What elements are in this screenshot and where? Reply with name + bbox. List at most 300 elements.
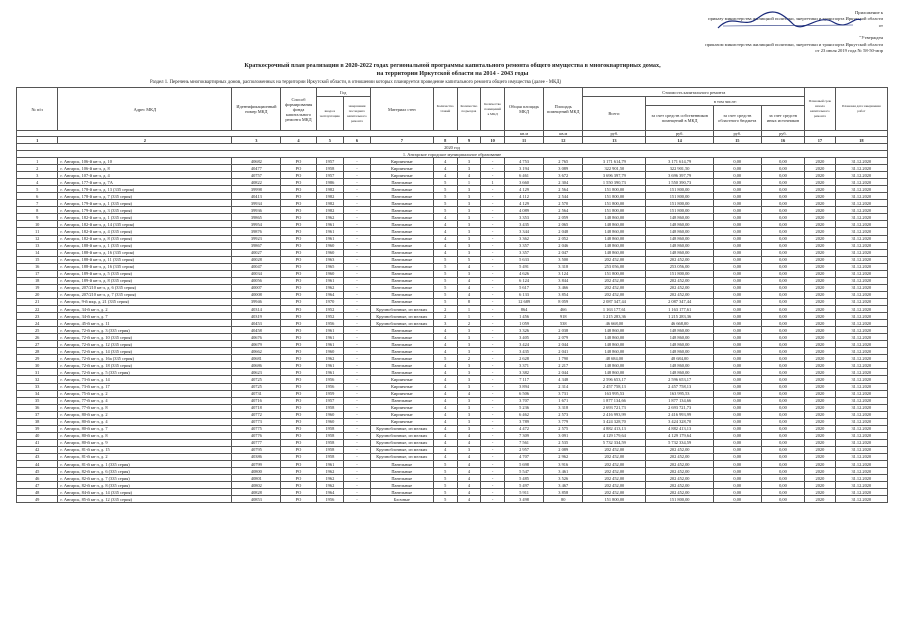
header-incl: в том числе:	[646, 97, 805, 106]
table-cell: 2020	[805, 249, 835, 256]
table-cell: 1 877 134,66	[583, 397, 646, 404]
header-year-built: ввода в эксплуатацию	[316, 97, 344, 131]
table-cell: 40047	[232, 263, 281, 270]
table-cell: 3 500	[544, 256, 583, 263]
table-cell: 0,00	[713, 207, 761, 214]
table-cell: 31.12.2020	[835, 327, 887, 334]
table-cell: 202 452,00	[646, 277, 713, 284]
table-cell: 0,00	[713, 284, 761, 291]
table-cell: -	[481, 284, 505, 291]
table-cell: 2 457 758,13	[583, 383, 646, 390]
table-cell: 4	[457, 172, 481, 179]
table-cell: 40	[17, 432, 58, 439]
table-cell: 40034	[232, 270, 281, 277]
table-cell: Панельные	[370, 235, 433, 242]
table-cell: 1 059	[505, 320, 544, 327]
table-cell: -	[481, 291, 505, 298]
table-cell: 3	[17, 172, 58, 179]
table-cell: 2020	[805, 172, 835, 179]
table-cell: 1957	[316, 158, 344, 165]
table-cell: 4	[433, 165, 457, 172]
table-cell: 3	[457, 270, 481, 277]
table-cell: 2020	[805, 200, 835, 207]
table-cell: -	[344, 446, 371, 453]
table-cell: 0,00	[713, 291, 761, 298]
header-method: Способ формирования фонда капитального ремонта МКД	[281, 88, 316, 131]
table-cell: РО	[281, 313, 316, 320]
table-cell: РО	[281, 298, 316, 305]
table-cell: 0,00	[761, 397, 805, 404]
table-cell: 2 314	[544, 383, 583, 390]
table-cell: -	[481, 298, 505, 305]
table-cell: 2 596 653,17	[583, 376, 646, 383]
table-cell: 2020	[805, 193, 835, 200]
table-cell: Кирпичные	[370, 383, 433, 390]
table-cell: 3	[457, 404, 481, 411]
table-cell: 202 452,00	[583, 453, 646, 460]
table-cell: 1982	[316, 207, 344, 214]
table-cell: 4	[433, 158, 457, 165]
table-cell: 2 089	[544, 446, 583, 453]
table-cell: 40725	[232, 376, 281, 383]
table-cell: РО	[281, 411, 316, 418]
header-address: Адрес МКД	[58, 88, 232, 131]
table-cell: -	[344, 482, 371, 489]
table-cell: -	[481, 369, 505, 376]
table-cell: г. Ангарск, 72-й кв-л, д. 14 (335 серия)	[58, 348, 232, 355]
table-cell: 7	[17, 200, 58, 207]
table-cell: 47	[17, 482, 58, 489]
table-cell: 5 698	[505, 461, 544, 468]
table-cell: 3 424 328,70	[583, 418, 646, 425]
table-cell: -	[344, 369, 371, 376]
table-cell: -	[344, 165, 371, 172]
table-cell: 148 860,00	[583, 341, 646, 348]
table-cell: 148 860,00	[583, 242, 646, 249]
table-cell: Кирпичные	[370, 418, 433, 425]
table-cell: 3 707	[505, 397, 544, 404]
table-cell: -	[481, 186, 505, 193]
table-cell: 40623	[232, 369, 281, 376]
table-cell: 0,00	[713, 390, 761, 397]
table-cell: 0,00	[713, 214, 761, 221]
table-cell: Панельные	[370, 207, 433, 214]
table-cell: -	[344, 228, 371, 235]
table-cell: 0,00	[761, 369, 805, 376]
table-cell: 2 457 758,13	[646, 383, 713, 390]
table-cell: 18	[17, 277, 58, 284]
table-cell: г. Ангарск, 72-й кв-л, д. 10 (335 серия)	[58, 334, 232, 341]
table-cell: 2	[433, 305, 457, 312]
table-cell: -	[481, 475, 505, 482]
table-cell: 40676	[232, 334, 281, 341]
table-cell: 31.12.2020	[835, 390, 887, 397]
table-row	[17, 453, 888, 460]
table-cell: 0,00	[713, 165, 761, 172]
table-cell: Панельные	[370, 186, 433, 193]
header-cost-group: Стоимость капитального ремонта	[583, 88, 805, 97]
table-cell: 2020	[805, 348, 835, 355]
unit-cell: руб.	[646, 131, 713, 137]
table-row	[17, 193, 888, 200]
table-cell: 1960	[316, 411, 344, 418]
table-cell: 31.12.2020	[835, 411, 887, 418]
table-cell: 3	[457, 249, 481, 256]
table-cell: 4	[433, 327, 457, 334]
table-cell: 0,00	[761, 298, 805, 305]
table-cell: 4	[433, 221, 457, 228]
table-cell: 0,00	[761, 496, 805, 503]
table-cell: 2 047	[544, 249, 583, 256]
table-cell: 0,00	[713, 298, 761, 305]
table-cell: 0,00	[713, 397, 761, 404]
table-cell: -	[344, 411, 371, 418]
table-cell: г. Ангарск, 107-й кв-л, д. 4	[58, 172, 232, 179]
table-cell: 0,00	[761, 411, 805, 418]
table-header	[17, 88, 888, 144]
table-cell: 1	[17, 158, 58, 165]
table-cell: 40718	[232, 404, 281, 411]
table-cell: 4 882 413,13	[583, 425, 646, 432]
table-cell: 202 452,00	[646, 489, 713, 496]
header-num: № п/п	[17, 88, 58, 131]
table-cell: 1 550 390,73	[583, 179, 646, 186]
table-cell: 3 382	[505, 369, 544, 376]
table-cell: -	[481, 383, 505, 390]
table-cell: -	[344, 256, 371, 263]
table-cell: 0,00	[761, 277, 805, 284]
table-cell: -	[481, 496, 505, 503]
table-row	[17, 355, 888, 362]
table-cell: 1961	[316, 334, 344, 341]
table-cell: 31.12.2020	[835, 397, 887, 404]
table-row	[17, 320, 888, 327]
table-cell: 2020	[805, 355, 835, 362]
table-cell: 19	[17, 284, 58, 291]
table-cell: -	[344, 207, 371, 214]
table-cell: 3 526	[544, 475, 583, 482]
table-cell: г. Ангарск, 80-й кв-л, д. 4	[58, 418, 232, 425]
table-cell: 3 858	[544, 489, 583, 496]
table-cell: -	[481, 242, 505, 249]
table-cell: 31.12.2020	[835, 291, 887, 298]
header-year-group: Год	[316, 88, 370, 97]
table-cell: 148 860,00	[646, 334, 713, 341]
table-cell: Крупноблочные, из мелких	[370, 320, 433, 327]
header-total: Всего:	[583, 97, 646, 131]
table-cell: г. Ангарск, 80-й кв-л, д. 8	[58, 432, 232, 439]
table-cell: г. Ангарск, 207/210 кв-л, д. 6 (335 серия)	[58, 284, 232, 291]
table-cell: 14	[17, 249, 58, 256]
table-cell: 202 452,00	[583, 256, 646, 263]
table-cell: г. Ангарск, 72-й кв-л, д. 18 (335 серия)	[58, 362, 232, 369]
table-cell: 5	[433, 475, 457, 482]
table-cell: 1964	[316, 291, 344, 298]
table-cell: 0,00	[761, 376, 805, 383]
table-cell: 1962	[316, 355, 344, 362]
table-row	[17, 172, 888, 179]
table-cell: г. Ангарск, 106-й кв-л, д. 8	[58, 165, 232, 172]
table-cell: 2020	[805, 221, 835, 228]
table-cell: 148 860,00	[646, 221, 713, 228]
table-cell: -	[481, 172, 505, 179]
table-cell: РО	[281, 193, 316, 200]
table-cell: 2 596 653,17	[646, 376, 713, 383]
table-cell: 40679	[232, 341, 281, 348]
table-cell: 3	[457, 327, 481, 334]
table-cell: -	[344, 432, 371, 439]
table-cell: 2 046	[544, 242, 583, 249]
table-cell: 1 215 283,36	[583, 313, 646, 320]
table-cell: РО	[281, 200, 316, 207]
table-cell: 2020	[805, 298, 835, 305]
table-cell: 4	[433, 242, 457, 249]
table-cell: Панельные	[370, 461, 433, 468]
table-cell: 1959	[316, 390, 344, 397]
table-cell: 7 561	[505, 439, 544, 446]
table-cell: 1958	[316, 439, 344, 446]
table-cell: 202 452,00	[583, 482, 646, 489]
table-cell: 39946	[232, 298, 281, 305]
table-cell: 0,00	[713, 327, 761, 334]
table-cell: 3 089	[544, 165, 583, 172]
table-cell: 5	[433, 186, 457, 193]
table-cell: РО	[281, 461, 316, 468]
table-cell: 40725	[232, 383, 281, 390]
table-row	[17, 475, 888, 482]
table-cell: 31.12.2020	[835, 305, 887, 312]
table-cell: 3 466	[544, 284, 583, 291]
table-cell: 2 693 721,73	[583, 404, 646, 411]
column-number-cell: 16	[761, 137, 805, 144]
column-number-cell: 11	[505, 137, 544, 144]
table-cell: 32	[17, 376, 58, 383]
table-cell: РО	[281, 341, 316, 348]
table-cell: 5	[17, 186, 58, 193]
table-cell: -	[344, 390, 371, 397]
table-row	[17, 291, 888, 298]
table-cell: 0,00	[761, 172, 805, 179]
table-cell: 31.12.2020	[835, 418, 887, 425]
table-row	[17, 284, 888, 291]
table-cell: 322 901,50	[646, 165, 713, 172]
table-cell: 1961	[316, 221, 344, 228]
appendix-line-4: "Утвержден	[859, 35, 883, 41]
table-cell: 0,00	[761, 355, 805, 362]
table-cell: -	[481, 158, 505, 165]
table-cell: г. Ангарск, 82-й кв-л, д. 6 (335 серия)	[58, 468, 232, 475]
table-cell: 31	[17, 369, 58, 376]
table-cell: -	[481, 193, 505, 200]
table-cell: 9	[17, 214, 58, 221]
table-cell: 0,00	[761, 341, 805, 348]
table-cell: г. Ангарск, 81-й кв-л, д. 15	[58, 446, 232, 453]
table-cell: 39934	[232, 200, 281, 207]
table-cell: 2020	[805, 186, 835, 193]
table-cell: -	[344, 355, 371, 362]
unit-cell: руб.	[713, 131, 761, 137]
table-cell: 40413	[232, 193, 281, 200]
table-cell: 4 129	[505, 200, 544, 207]
table-cell: РО	[281, 327, 316, 334]
table-row	[17, 270, 888, 277]
table-cell: 3 461	[544, 468, 583, 475]
table-body	[17, 144, 888, 503]
table-cell: 2 087 347,44	[583, 298, 646, 305]
table-cell: г. Ангарск, 85-й кв-л, д. 12 (335 серия)	[58, 496, 232, 503]
table-cell: РО	[281, 348, 316, 355]
table-cell: 3	[457, 228, 481, 235]
table-cell: 39936	[232, 207, 281, 214]
table-cell: г. Ангарск, 182-й кв-л, д. 1 (335 серия)	[58, 214, 232, 221]
header-living-area: Площадь помещений МКД	[544, 88, 583, 131]
table-row	[17, 397, 888, 404]
table-cell: г. Ангарск, 34-й кв-л, д. 7	[58, 313, 232, 320]
table-cell: -	[344, 383, 371, 390]
table-cell: 0,00	[761, 270, 805, 277]
table-cell: 3	[457, 397, 481, 404]
table-cell: 322 901,50	[583, 165, 646, 172]
table-cell: 0,00	[713, 242, 761, 249]
table-cell: 31.12.2020	[835, 207, 887, 214]
table-row	[17, 468, 888, 475]
table-cell: РО	[281, 221, 316, 228]
table-cell: 4	[433, 446, 457, 453]
column-number-cell: 7	[370, 137, 433, 144]
table-cell: 27	[17, 341, 58, 348]
table-cell: 2 962	[544, 453, 583, 460]
table-row	[17, 411, 888, 418]
table-cell: 4	[433, 214, 457, 221]
table-cell: 0,00	[761, 221, 805, 228]
table-cell: 1960	[316, 249, 344, 256]
table-cell: 4 129	[505, 186, 544, 193]
table-cell: 5	[433, 207, 457, 214]
table-cell: 1958	[316, 165, 344, 172]
header-regional: за счет средств областного бюджета	[713, 106, 761, 131]
table-cell: 40716	[232, 397, 281, 404]
table-cell: 163 995,53	[583, 390, 646, 397]
table-cell: 2 544	[544, 193, 583, 200]
table-row	[17, 221, 888, 228]
table-cell: 4 707	[505, 453, 544, 460]
column-number-cell: 17	[805, 137, 835, 144]
table-cell: 31.12.2020	[835, 425, 887, 432]
table-cell: 2020	[805, 256, 835, 263]
table-cell: 29	[17, 355, 58, 362]
table-cell: 4	[457, 439, 481, 446]
table-cell: 40007	[232, 284, 281, 291]
table-row	[17, 235, 888, 242]
table-cell: 24	[17, 320, 58, 327]
table-cell: 151 800,00	[646, 270, 713, 277]
table-cell: 1961	[316, 277, 344, 284]
table-cell: 1960	[316, 348, 344, 355]
table-cell: 6 506	[505, 390, 544, 397]
table-cell: -	[344, 284, 371, 291]
table-cell: 40319	[232, 313, 281, 320]
table-cell: 40028	[232, 256, 281, 263]
table-cell: РО	[281, 482, 316, 489]
table-row	[17, 390, 888, 397]
table-cell: -	[481, 446, 505, 453]
table-cell: г. Ангарск, 34-й кв-л, д. 2	[58, 305, 232, 312]
table-cell: -	[481, 320, 505, 327]
table-cell: г. Ангарск, 77-й кв-л, д. 4	[58, 397, 232, 404]
table-cell: 0,00	[713, 468, 761, 475]
table-cell: 3	[457, 165, 481, 172]
table-cell: 3	[457, 235, 481, 242]
table-cell: -	[344, 362, 371, 369]
table-cell: 0,00	[713, 475, 761, 482]
table-cell: 2 957	[505, 446, 544, 453]
table-cell: 148 860,00	[583, 369, 646, 376]
table-cell: 1961	[316, 369, 344, 376]
table-cell: 918	[544, 313, 583, 320]
table-cell: 5 911	[505, 489, 544, 496]
table-cell: 3	[457, 362, 481, 369]
table-cell: 3	[457, 369, 481, 376]
table-cell: 3 124	[544, 270, 583, 277]
table-cell: 17	[17, 270, 58, 277]
table-cell: -	[481, 235, 505, 242]
table-cell: 3	[433, 320, 457, 327]
header-wall: Материал стен	[370, 88, 433, 131]
column-number-cell: 1	[17, 137, 58, 144]
table-cell: 0,00	[713, 263, 761, 270]
table-cell: 4	[433, 249, 457, 256]
table-cell: Панельные	[370, 179, 433, 186]
table-cell: 3 318	[544, 263, 583, 270]
table-cell: 2 693 721,73	[646, 404, 713, 411]
table-cell: 151 800,00	[646, 200, 713, 207]
table-cell: 4 112	[505, 193, 544, 200]
table-cell: 148 860,00	[583, 249, 646, 256]
table-cell: -	[344, 461, 371, 468]
table-cell: 4	[433, 418, 457, 425]
table-cell: Кирпичные	[370, 158, 433, 165]
table-cell: 2020	[805, 341, 835, 348]
table-cell: г. Ангарск, 45-й кв-л, д. 11	[58, 320, 232, 327]
table-cell: -	[344, 348, 371, 355]
table-cell: Крупноблочные, из мелких	[370, 439, 433, 446]
table-cell: 2 052	[544, 235, 583, 242]
table-cell: 4	[433, 362, 457, 369]
column-number-cell: 5	[316, 137, 344, 144]
table-cell: 0,00	[761, 362, 805, 369]
unit-cell: руб.	[583, 131, 646, 137]
table-cell: 3	[457, 221, 481, 228]
table-cell: 1960	[316, 418, 344, 425]
table-cell: 5	[433, 200, 457, 207]
table-cell: г. Ангарск, 77-й кв-л, д. 8	[58, 404, 232, 411]
table-cell: 3 357	[505, 249, 544, 256]
table-cell: 31.12.2020	[835, 376, 887, 383]
table-cell: 1961	[316, 461, 344, 468]
table-cell: 6	[17, 193, 58, 200]
table-cell: 148 860,00	[646, 362, 713, 369]
table-cell: 31.12.2020	[835, 475, 887, 482]
table-cell: Панельные	[370, 277, 433, 284]
table-cell: 2	[457, 320, 481, 327]
table-cell: 0,00	[761, 468, 805, 475]
table-cell: 3 326	[505, 327, 544, 334]
table-cell: 2020	[805, 461, 835, 468]
table-cell: 31.12.2020	[835, 355, 887, 362]
table-cell: 31.12.2020	[835, 341, 887, 348]
table-cell: 4	[457, 291, 481, 298]
table-cell: 466	[544, 305, 583, 312]
